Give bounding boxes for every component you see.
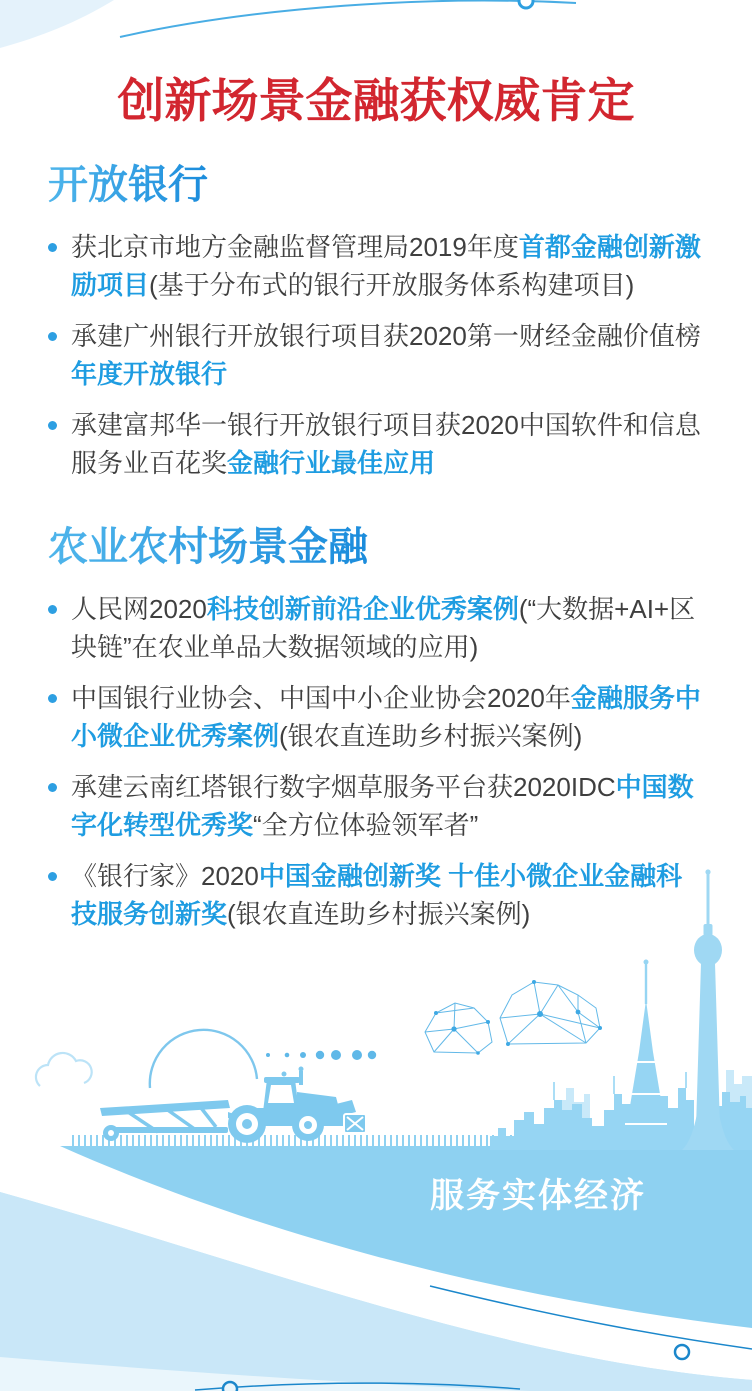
section-agriculture-finance: [48, 522, 708, 946]
footer-slogan: 服务实体经济: [430, 1177, 646, 1215]
bullet-text-segment: 获北京市地方金融监督管理局2019年度: [71, 232, 519, 262]
bottom-ring-icon: [223, 1382, 237, 1391]
bullet-dot-icon: [48, 605, 57, 614]
bullet-dot-icon: [48, 783, 57, 792]
award-name-highlight: 金融行业最佳应用: [227, 448, 436, 478]
award-name-highlight: 年度开放银行: [71, 359, 228, 389]
award-name-highlight: 中国金融创新奖 十佳小微企业金融科技服务创新奖: [71, 861, 683, 929]
bullet-text-segment: 中国银行业协会、中国中小企业协会2020年: [71, 683, 571, 713]
section-open-banking: [48, 160, 708, 495]
bullet-text: [71, 228, 708, 304]
section-heading-agriculture: 农业农村场景金融: [48, 522, 368, 572]
arc-cloud-icon: [150, 1030, 257, 1088]
bullet-text-segment: 人民网2020: [71, 594, 207, 624]
bullet-text-segment: (银农直连助乡村振兴案例): [227, 899, 531, 929]
bullet-item: [48, 317, 708, 393]
bullet-text-segment: 《银行家》2020: [71, 861, 259, 891]
bullet-item: [48, 228, 708, 304]
bullet-text: [71, 406, 708, 482]
bottom-illustration: [0, 869, 752, 1391]
outline-cloud-icon: [36, 1053, 92, 1086]
tractor-icon: [228, 1067, 366, 1144]
harrow-icon: [100, 1100, 240, 1141]
bullet-list-agriculture: [48, 590, 708, 933]
bullet-text-segment: “全方位体验领军者”: [253, 810, 479, 840]
bullet-dot-icon: [48, 421, 57, 430]
award-name-highlight: 中国数字化转型优秀奖: [71, 772, 694, 840]
bullet-text-segment: 承建富邦华一银行开放银行项目获2020中国软件和信息服务业百花奖: [71, 410, 701, 478]
bullet-item: [48, 406, 708, 482]
radio-tower-icon: [620, 960, 672, 1151]
page-title: 创新场景金融获权威肯定: [117, 74, 635, 127]
bullet-item: [48, 679, 708, 755]
award-name-highlight: 首都金融创新激励项目: [71, 232, 701, 300]
bullet-item: [48, 590, 708, 666]
bullet-text-segment: 承建广州银行开放银行项目获2020第一财经金融价值榜: [71, 321, 701, 351]
bullet-dot-icon: [48, 332, 57, 341]
bullet-item: [48, 768, 708, 844]
award-name-highlight: 科技创新前沿企业优秀案例: [206, 594, 519, 624]
bullet-text-segment: (银农直连助乡村振兴案例): [279, 721, 583, 751]
bullet-dot-icon: [48, 694, 57, 703]
section-heading-open-banking: 开放银行: [48, 160, 208, 210]
bullet-text-segment: (基于分布式的银行开放服务体系构建项目): [149, 270, 635, 300]
wireframe-cloud-small-icon: [425, 1003, 492, 1055]
bullet-dot-icon: [48, 872, 57, 881]
bullet-text: [71, 590, 708, 666]
data-dots-trail: [266, 1050, 376, 1060]
bullet-text-segment: 承建云南红塔银行数字烟草服务平台获2020IDC: [71, 772, 616, 802]
bullet-text: [71, 857, 708, 933]
bullet-text: [71, 768, 708, 844]
top-ring-icon: [519, 0, 533, 8]
bullet-text: [71, 679, 708, 755]
bullet-text: [71, 317, 708, 393]
top-curve-line: [120, 1, 576, 37]
bullet-text-segment: (“大数据+AI+区块链”在农业单品大数据领域的应用): [71, 594, 696, 662]
bullet-item: [48, 857, 708, 933]
wireframe-cloud-large-icon: [500, 980, 602, 1046]
top-corner-wedge: [0, 0, 114, 48]
bullet-dot-icon: [48, 243, 57, 252]
swoosh-ring-icon: [675, 1345, 689, 1359]
bullet-list-open-banking: [48, 228, 708, 482]
award-name-highlight: 金融服务中小微企业优秀案例: [71, 683, 701, 751]
